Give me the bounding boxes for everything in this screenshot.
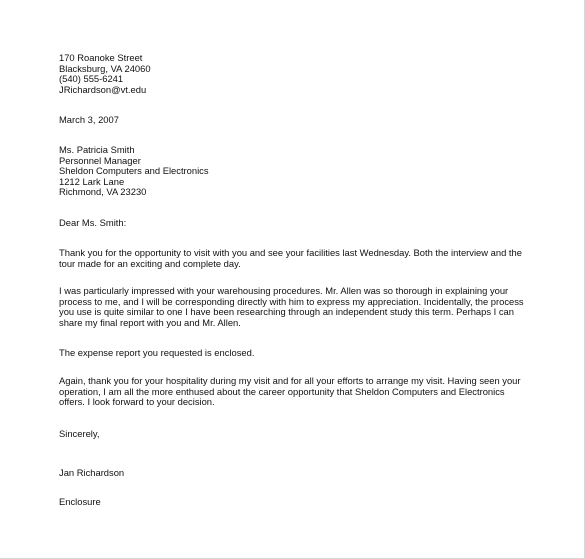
paragraph-line: operation, I am all the more enthused about the career opportunity that Sheldon Computers and Electronics bbox=[59, 385, 505, 397]
signature-name: Jan Richardson bbox=[59, 467, 125, 478]
recipient-title: Personnel Manager bbox=[59, 154, 141, 166]
enclosure-note: Enclosure bbox=[59, 496, 101, 507]
sender-email: JRichardson@vt.edu bbox=[59, 83, 147, 95]
letter-date-block bbox=[59, 115, 529, 126]
recipient-street: 1212 Lark Lane bbox=[59, 175, 125, 187]
body-paragraph-1 bbox=[59, 248, 529, 269]
enclosure-block bbox=[59, 497, 529, 508]
sender-city-state-zip: Blacksburg, VA 24060 bbox=[59, 62, 151, 74]
salutation-block bbox=[59, 218, 529, 229]
paragraph-line: share my final report with you and Mr. Allen. bbox=[59, 316, 241, 328]
recipient-company: Sheldon Computers and Electronics bbox=[59, 165, 209, 177]
letter-date: March 3, 2007 bbox=[59, 114, 119, 125]
recipient-name: Ms. Patricia Smith bbox=[59, 144, 135, 155]
paragraph-line: you use is quite similar to one I have been researching through an independent study this term. Perhaps I can bbox=[59, 306, 514, 318]
recipient-city-state-zip: Richmond, VA 23230 bbox=[59, 186, 147, 198]
salutation: Dear Ms. Smith: bbox=[59, 217, 127, 228]
body-paragraph-3 bbox=[59, 348, 529, 359]
body-paragraph-4 bbox=[59, 376, 529, 408]
paragraph-line: Thank you for the opportunity to visit with you and see your facilities last Wednesday. Both the interview and the bbox=[59, 247, 522, 258]
sender-address bbox=[59, 53, 529, 95]
paragraph-line: tour made for an exciting and complete day. bbox=[59, 257, 241, 269]
closing-block bbox=[59, 429, 529, 440]
paragraph-line: offers. I look forward to your decision. bbox=[59, 396, 215, 408]
body-paragraph-2 bbox=[59, 286, 529, 328]
signature-block bbox=[59, 468, 529, 479]
recipient-address bbox=[59, 145, 529, 198]
sender-phone: (540) 555-6241 bbox=[59, 73, 124, 85]
paragraph-line: I was particularly impressed with your warehousing procedures. Mr. Allen was so thorough in explaining your bbox=[59, 285, 509, 296]
paragraph-line: process to me, and I will be corresponding directly with him to express my appreciation. Incidentally, the process bbox=[59, 295, 524, 307]
closing: Sincerely, bbox=[59, 428, 100, 439]
paragraph-line: Again, thank you for your hospitality during my visit and for all your efforts to arrange my visit. Having seen your bbox=[59, 375, 521, 386]
paragraph-line: The expense report you requested is enclosed. bbox=[59, 347, 255, 358]
sender-street: 170 Roanoke Street bbox=[59, 52, 143, 63]
